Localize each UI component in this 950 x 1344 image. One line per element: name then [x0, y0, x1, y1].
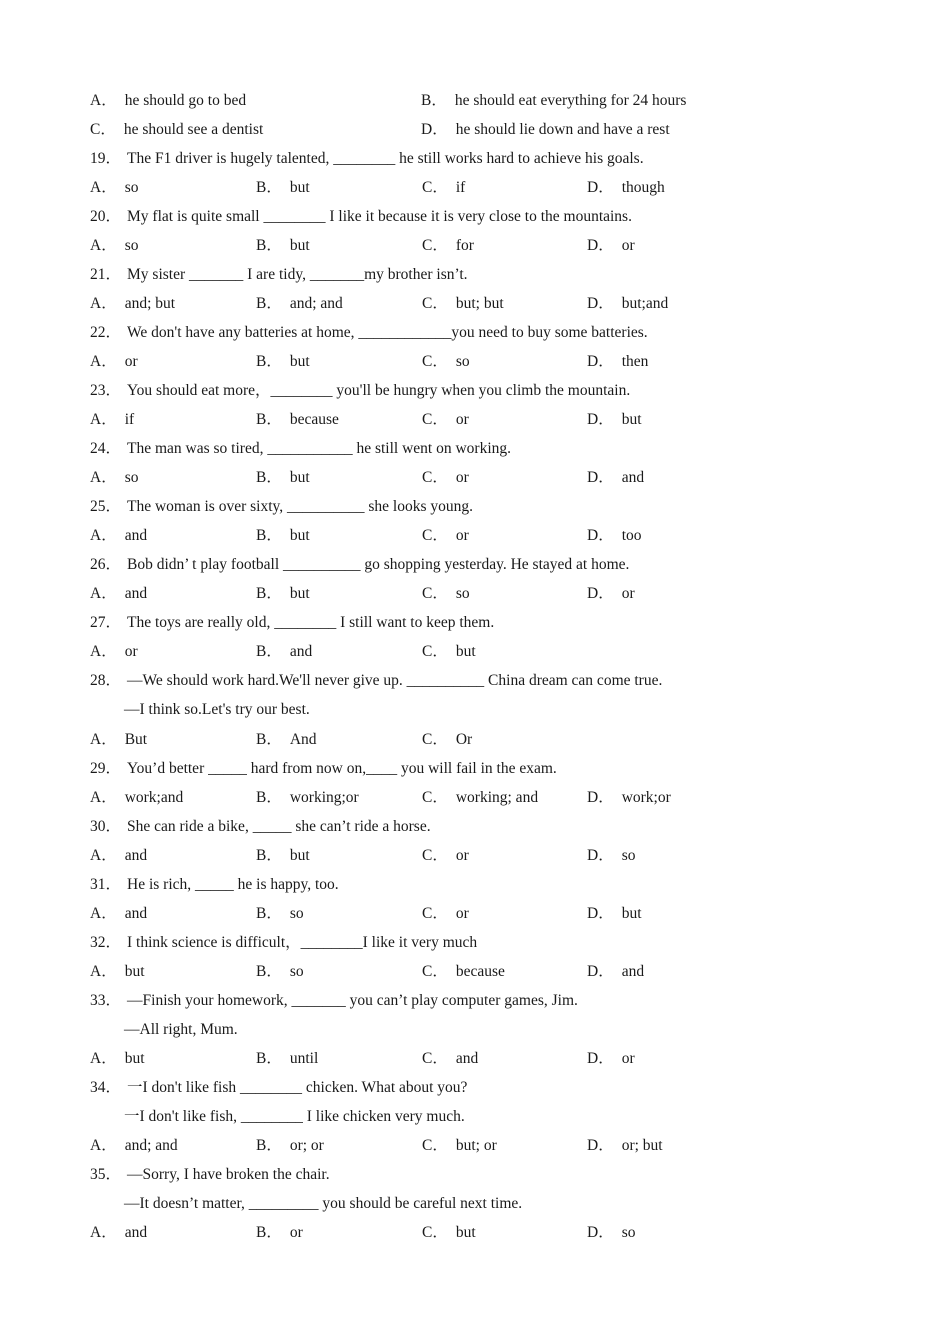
option-a[interactable]: A． and	[90, 1224, 148, 1241]
option-c[interactable]: C． or	[422, 527, 469, 544]
option-a[interactable]: A． and; and	[90, 1137, 178, 1154]
option-a[interactable]: A． but	[90, 1050, 145, 1067]
question-24-stem: 24． The man was so tired, ___________ he still went on working.	[90, 440, 512, 457]
option-d[interactable]: D． and	[587, 469, 645, 486]
option-b[interactable]: B． And	[256, 731, 317, 748]
option-c[interactable]: C． but	[422, 643, 476, 660]
option-d[interactable]: D． or	[587, 237, 635, 254]
question-33-stem: 33． —Finish your homework, _______ you can’t play computer games, Jim.	[90, 992, 578, 1009]
question-31-stem: 31． He is rich, _____ he is happy, too.	[90, 876, 339, 893]
question-20-stem: 20． My flat is quite small ________ I like it because it is very close to the mountains.	[90, 208, 632, 225]
option-b[interactable]: B． working;or	[256, 789, 359, 806]
option-b[interactable]: B． but	[256, 847, 310, 864]
option-c[interactable]: C． working; and	[422, 789, 539, 806]
option-d[interactable]: D． work;or	[587, 789, 671, 806]
option-c[interactable]: C． or	[422, 469, 469, 486]
option-c[interactable]: C． or	[422, 905, 469, 922]
option-d[interactable]: D． so	[587, 847, 636, 864]
option-c[interactable]: C． or	[422, 411, 469, 428]
option-b[interactable]: B． and	[256, 643, 313, 660]
option-c[interactable]: C． if	[422, 179, 466, 196]
option-b[interactable]: B． so	[256, 905, 304, 922]
question-35-stem: 35． —Sorry, I have broken the chair.	[90, 1166, 330, 1183]
question-32-stem: 32． I think science is difficult，________I like it very much	[90, 934, 478, 951]
question-19-stem: 19． The F1 driver is hugely talented, ________ he still works hard to achieve his goals.	[90, 150, 644, 167]
option-d[interactable]: D． so	[587, 1224, 636, 1241]
option-d[interactable]: D． then	[587, 353, 649, 370]
option-b[interactable]: B． and; and	[256, 295, 343, 312]
question-27-stem: 27． The toys are really old, ________ I still want to keep them.	[90, 614, 495, 631]
option-c[interactable]: C． but; or	[422, 1137, 497, 1154]
option-c[interactable]: C． because	[422, 963, 505, 980]
option-a[interactable]: A． and; but	[90, 295, 176, 312]
option-a[interactable]: A． and	[90, 585, 148, 602]
question-23-stem: 23． You should eat more，________ you'll be hungry when you climb the mountain.	[90, 382, 631, 399]
option-d[interactable]: D． he should lie down and have a rest	[421, 121, 670, 138]
option-c[interactable]: C． for	[422, 237, 474, 254]
option-a[interactable]: A． and	[90, 905, 148, 922]
option-c[interactable]: C． or	[422, 847, 469, 864]
question-30-stem: 30． She can ride a bike, _____ she can’t ride a horse.	[90, 818, 431, 835]
option-d[interactable]: D． and	[587, 963, 645, 980]
option-c[interactable]: C． so	[422, 585, 470, 602]
option-b[interactable]: B． until	[256, 1050, 319, 1067]
option-a[interactable]: A． so	[90, 179, 139, 196]
option-d[interactable]: D． but;and	[587, 295, 669, 312]
option-b[interactable]: B． because	[256, 411, 339, 428]
question-29-stem: 29． You’d better _____ hard from now on,____ you will fail in the exam.	[90, 760, 557, 777]
question-34-reply: 一I don't like fish, ________ I like chicken very much.	[124, 1108, 465, 1125]
option-d[interactable]: D． or; but	[587, 1137, 663, 1154]
option-b[interactable]: B． but	[256, 469, 310, 486]
question-35-reply: —It doesn’t matter, _________ you should be careful next time.	[124, 1195, 523, 1212]
option-b[interactable]: B． he should eat everything for 24 hours	[421, 92, 687, 109]
option-b[interactable]: B． but	[256, 237, 310, 254]
option-c[interactable]: C． but	[422, 1224, 476, 1241]
option-a[interactable]: A． so	[90, 469, 139, 486]
question-25-stem: 25． The woman is over sixty, __________ she looks young.	[90, 498, 474, 515]
option-b[interactable]: B． or	[256, 1224, 303, 1241]
option-d[interactable]: D． too	[587, 527, 642, 544]
question-21-stem: 21． My sister _______ I are tidy, _______my brother isn’t.	[90, 266, 468, 283]
option-a[interactable]: A． or	[90, 643, 138, 660]
option-a[interactable]: A． and	[90, 847, 148, 864]
option-c[interactable]: C． but; but	[422, 295, 504, 312]
question-33-reply: —All right, Mum.	[124, 1021, 238, 1038]
option-b[interactable]: B． but	[256, 179, 310, 196]
option-a[interactable]: A． and	[90, 527, 148, 544]
question-34-stem: 34． 一I don't like fish ________ chicken. What about you?	[90, 1079, 468, 1096]
option-d[interactable]: D． but	[587, 905, 642, 922]
option-b[interactable]: B． but	[256, 527, 310, 544]
option-c[interactable]: C． he should see a dentist	[90, 121, 264, 138]
question-28-stem: 28． —We should work hard.We'll never give up. __________ China dream can come true.	[90, 672, 663, 689]
option-d[interactable]: D． or	[587, 585, 635, 602]
option-b[interactable]: B． so	[256, 963, 304, 980]
question-28-reply: —I think so.Let's try our best.	[124, 701, 310, 718]
question-22-stem: 22． We don't have any batteries at home, ____________you need to buy some batteries.	[90, 324, 648, 341]
option-d[interactable]: D． or	[587, 1050, 635, 1067]
option-d[interactable]: D． but	[587, 411, 642, 428]
option-a[interactable]: A． But	[90, 731, 148, 748]
option-b[interactable]: B． or; or	[256, 1137, 324, 1154]
option-b[interactable]: B． but	[256, 353, 310, 370]
option-c[interactable]: C． and	[422, 1050, 479, 1067]
option-a[interactable]: A． if	[90, 411, 135, 428]
question-26-stem: 26． Bob didn’ t play football __________ go shopping yesterday. He stayed at home.	[90, 556, 630, 573]
option-d[interactable]: D． though	[587, 179, 665, 196]
option-a[interactable]: A． work;and	[90, 789, 184, 806]
option-b[interactable]: B． but	[256, 585, 310, 602]
option-c[interactable]: C． so	[422, 353, 470, 370]
option-a[interactable]: A． or	[90, 353, 138, 370]
option-a[interactable]: A． so	[90, 237, 139, 254]
option-a[interactable]: A． he should go to bed	[90, 92, 247, 109]
option-c[interactable]: C． Or	[422, 731, 473, 748]
option-a[interactable]: A． but	[90, 963, 145, 980]
